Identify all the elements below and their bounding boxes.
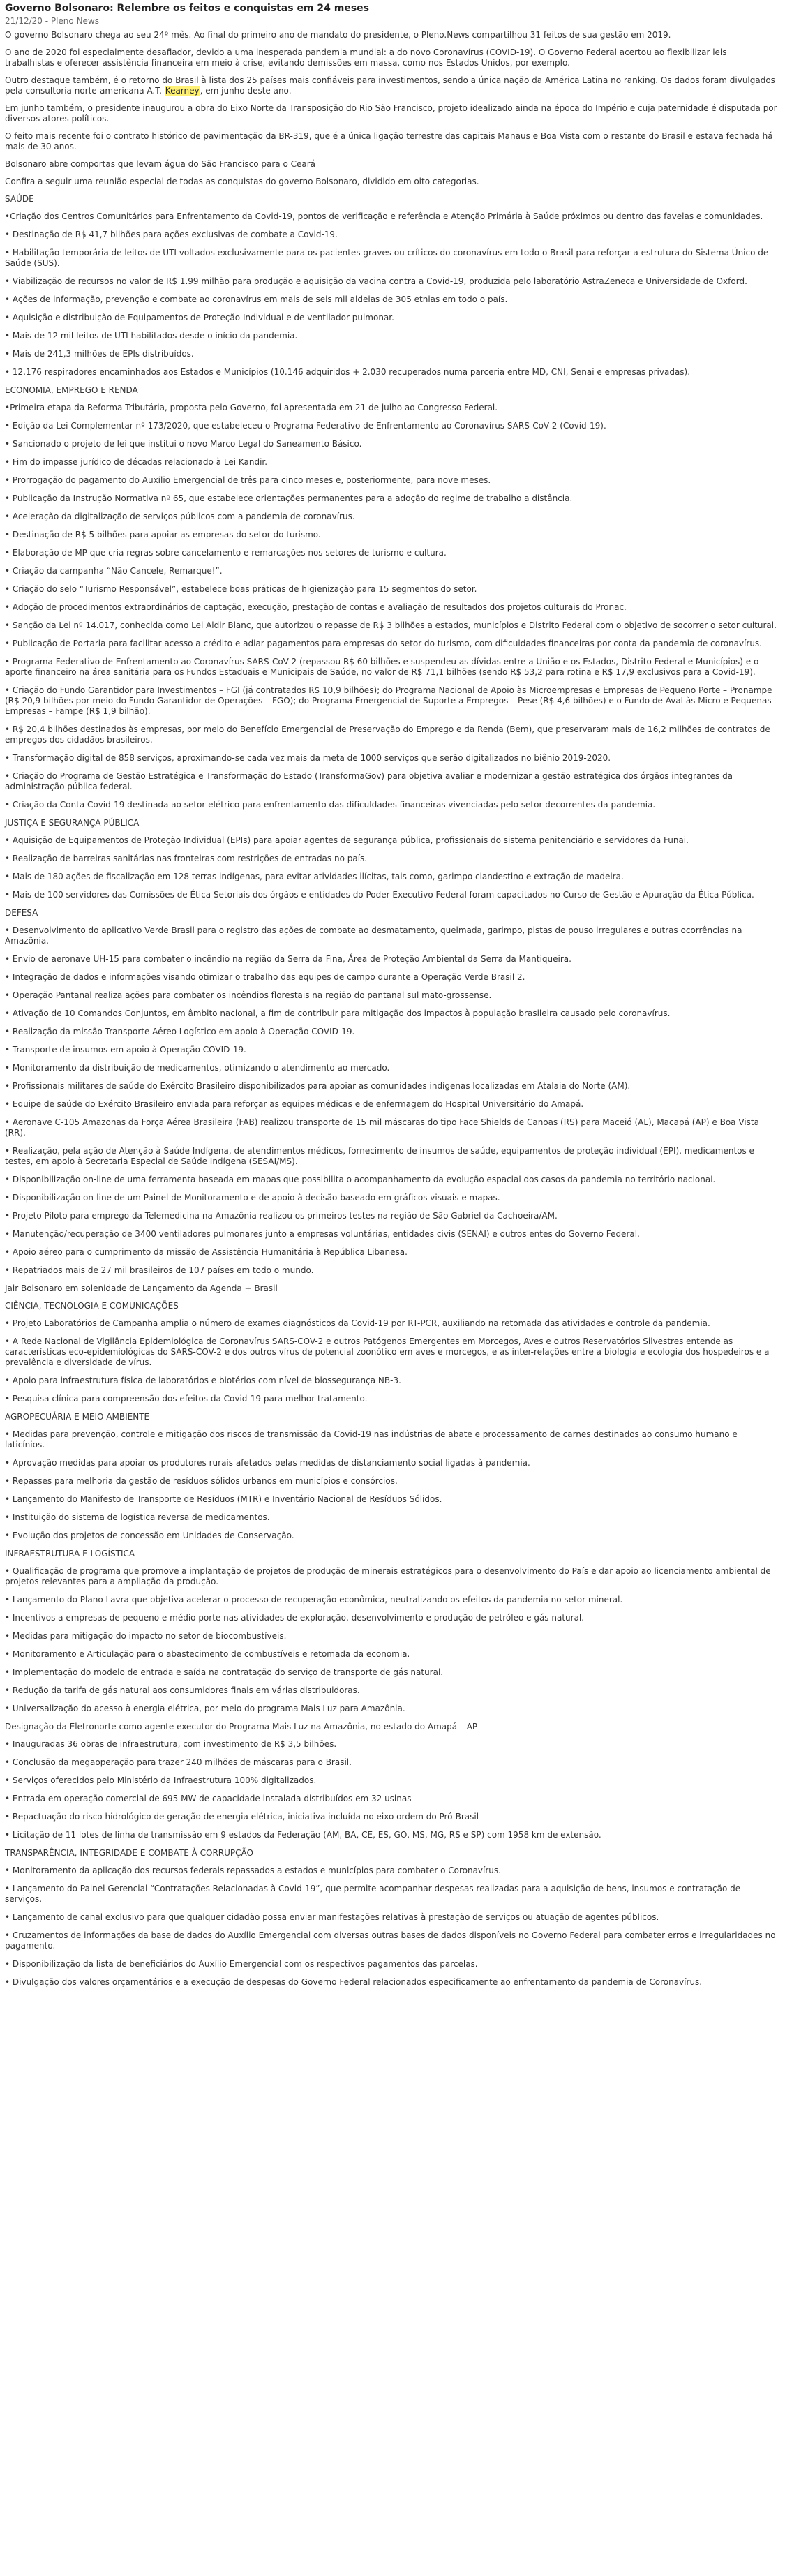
- list-item: •Primeira etapa da Reforma Tributária, proposta pelo Governo, foi apresentada em 21 de julho ao Congresso Federal.: [5, 403, 498, 412]
- list-item: • Qualificação de programa que promove a implantação de projetos de produção de minerais estratégicos para o desenvolvimento do País e dar apoio ao licenciamento ambiental de projetos relevantes para a ampliação da produção.: [5, 1566, 771, 1586]
- list-item: • Implementação do modelo de entrada e saída na contratação do serviço de transporte de gás natural.: [5, 1667, 444, 1677]
- article-title: Governo Bolsonaro: Relembre os feitos e conquistas em 24 meses: [5, 3, 369, 14]
- list-item: • Projeto Piloto para emprego da Telemedicina na Amazônia realizou os primeiros testes na região de São Gabriel da Cachoeira/AM.: [5, 1211, 558, 1221]
- list-item: • Ativação de 10 Comandos Conjuntos, em âmbito nacional, a fim de contribuir para mitigação dos impactos à população brasileira causado pelo coronavírus.: [5, 1008, 671, 1018]
- list-item: • Inauguradas 36 obras de infraestrutura, com investimento de R$ 3,5 bilhões.: [5, 1739, 337, 1749]
- intro-paragraph: O feito mais recente foi o contrato histórico de pavimentação da BR-319, que é a única ligação terrestre das capitais Manaus e Boa Vista com o restante do Brasil e estava fechada há mais de 30 anos.: [5, 131, 773, 151]
- list-item: • Incentivos a empresas de pequeno e médio porte nas atividades de exploração, desenvolvimento e produção de petróleo e gás natural.: [5, 1613, 585, 1623]
- list-item: • Lançamento do Manifesto de Transporte de Resíduos (MTR) e Inventário Nacional de Resíduos Sólidos.: [5, 1494, 442, 1504]
- list-item: • Repactuação do risco hidrológico de geração de energia elétrica, iniciativa incluída no eixo ordem do Pró-Brasil: [5, 1812, 479, 1822]
- list-item: • Lançamento do Painel Gerencial “Contratações Relacionadas à Covid-19”, que permite acompanhar despesas realizadas para a aquisição de bens, insumos e contratação de serviços.: [5, 1884, 741, 1904]
- list-item: • R$ 20,4 bilhões destinados às empresas, por meio do Benefício Emergencial de Preservação do Emprego e da Renda (Bem), que preservaram mais de 16,2 milhões de contratos de empregos dos cidadãos brasileiros.: [5, 724, 770, 745]
- list-item: • Publicação de Portaria para facilitar acesso a crédito e adiar pagamentos para empresas do setor do turismo, com dificuldades financeiras por conta da pandemia de coronavírus.: [5, 639, 762, 648]
- list-item: • Apoio aéreo para o cumprimento da missão de Assistência Humanitária à República Libanesa.: [5, 1247, 408, 1257]
- list-item: • Manutenção/recuperação de 3400 ventiladores pulmonares junto a empresas voluntárias, entidades civis (SENAI) e outros entes do Governo Federal.: [5, 1229, 640, 1239]
- list-item: • Habilitação temporária de leitos de UTI voltados exclusivamente para os pacientes graves ou críticos do coronavírus em todo o Brasil para reforçar a estrutura do Sistema Único de Saúde (SUS).: [5, 248, 769, 268]
- section-heading: AGROPECUÁRIA E MEIO AMBIENTE: [5, 1412, 150, 1422]
- list-item: • Aprovação medidas para apoiar os produtores rurais afetados pelas medidas de distanciamento social ligadas à pandemia.: [5, 1458, 530, 1468]
- list-item: • Realização de barreiras sanitárias nas fronteiras com restrições de entradas no país.: [5, 854, 368, 863]
- list-item: • Operação Pantanal realiza ações para combater os incêndios florestais na região do pantanal sul mato-grossense.: [5, 990, 492, 1000]
- section-heading: INFRAESTRUTURA E LOGÍSTICA: [5, 1549, 135, 1558]
- list-item: • Lançamento do Plano Lavra que objetiva acelerar o processo de recuperação econômica, neutralizando os efeitos da pandemia no setor mineral.: [5, 1595, 623, 1605]
- list-item: • Aceleração da digitalização de serviços públicos com a pandemia de coronavírus.: [5, 512, 355, 521]
- list-item: • Instituição do sistema de logística reversa de medicamentos.: [5, 1512, 270, 1522]
- list-item: • Medidas para prevenção, controle e mitigação dos riscos de transmissão da Covid-19 nas indústrias de abate e processamento de carnes destinados ao consumo humano e laticínios.: [5, 1429, 738, 1450]
- list-item: • Transformação digital de 858 serviços, aproximando-se cada vez mais da meta de 1000 serviços que serão digitalizados no biênio 2019-2020.: [5, 753, 611, 763]
- article-body: [5, 194, 778, 1988]
- section-heading: ECONOMIA, EMPREGO E RENDA: [5, 385, 138, 395]
- list-item: • Aquisição de Equipamentos de Proteção Individual (EPIs) para apoiar agentes de segurança pública, profissionais do sistema penitenciário e servidores da Funai.: [5, 835, 689, 845]
- intro-paragraph: O governo Bolsonaro chega ao seu 24º mês. Ao final do primeiro ano de mandato do presidente, o Pleno.News compartilhou 31 feitos de sua gestão em 2019.: [5, 30, 671, 40]
- list-item: • Realização, pela ação de Atenção à Saúde Indígena, de atendimentos médicos, fornecimento de insumos de saúde, equipamentos de proteção individual (EPI), medicamentos e testes, em apoio à Secretaria Especial de Saúde Indígena (SESAI/MS).: [5, 1146, 754, 1166]
- list-item: • Redução da tarifa de gás natural aos consumidores finais em várias distribuidoras.: [5, 1685, 360, 1695]
- list-item: • Criação da campanha “Não Cancele, Remarque!”.: [5, 566, 223, 576]
- list-item: • Criação da Conta Covid-19 destinada ao setor elétrico para enfrentamento das dificuldades financeiras vivenciadas pelo setor decorrentes da pandemia.: [5, 800, 656, 810]
- list-item: • Disponibilização da lista de beneficiários do Auxílio Emergencial com os respectivos pagamentos das parcelas.: [5, 1959, 478, 1969]
- list-item: • Mais de 180 ações de fiscalização em 128 terras indígenas, para evitar atividades ilícitas, tais como, garimpo clandestino e extração de madeira.: [5, 872, 624, 881]
- list-item: • 12.176 respiradores encaminhados aos Estados e Municípios (10.146 adquiridos + 2.030 recuperados numa parceria entre MD, CNI, Senai e empresas privadas).: [5, 367, 691, 377]
- article-meta: 21/12/20 - Pleno News: [5, 16, 99, 26]
- list-item: • Integração de dados e informações visando otimizar o trabalho das equipes de campo durante a Operação Verde Brasil 2.: [5, 972, 525, 982]
- intro-paragraph: [5, 75, 778, 96]
- list-item: • Conclusão da megaoperação para trazer 240 milhões de máscaras para o Brasil.: [5, 1757, 352, 1767]
- article-intro: [5, 30, 778, 187]
- list-item: • Envio de aeronave UH-15 para combater o incêndio na região da Serra da Fina, Área de Proteção Ambiental da Serra da Mantiqueira.: [5, 954, 571, 964]
- list-item: • Sanção da Lei nº 14.017, conhecida como Lei Aldir Blanc, que autorizou o repasse de R$ 3 bilhões a estados, municípios e Distrito Federal com o objetivo de socorrer o setor cultural.: [5, 620, 777, 630]
- list-item: • Disponibilização on-line de um Painel de Monitoramento e de apoio à decisão baseado em gráficos visuais e mapas.: [5, 1193, 500, 1203]
- list-item: • Edição da Lei Complementar nº 173/2020, que estabeleceu o Programa Federativo de Enfrentamento ao Coronavírus SARS-CoV-2 (Covid-19).: [5, 421, 606, 431]
- section-heading: Jair Bolsonaro em solenidade de Lançamento da Agenda + Brasil: [5, 1283, 278, 1293]
- section-heading: DEFESA: [5, 908, 38, 918]
- list-item: • Aeronave C-105 Amazonas da Força Aérea Brasileira (FAB) realizou transporte de 15 mil máscaras do tipo Face Shields de Canoas (RS) para Maceió (AL), Macapá (AP) e Boa Vista (RR).: [5, 1117, 759, 1138]
- list-item: • Pesquisa clínica para compreensão dos efeitos da Covid-19 para melhor tratamento.: [5, 1394, 368, 1404]
- list-item: • Monitoramento e Articulação para o abastecimento de combustíveis e retomada da economia.: [5, 1649, 410, 1659]
- list-item: • Evolução dos projetos de concessão em Unidades de Conservação.: [5, 1531, 294, 1540]
- list-item: • Repasses para melhoria da gestão de resíduos sólidos urbanos em municípios e consórcios.: [5, 1476, 398, 1486]
- list-item: • Viabilização de recursos no valor de R$ 1.99 milhão para produção e aquisição da vacina contra a Covid-19, produzida pelo laboratório AstraZeneca e Universidade de Oxford.: [5, 276, 747, 286]
- section-heading: SAÚDE: [5, 194, 34, 204]
- list-item: • Ações de informação, prevenção e combate ao coronavírus em mais de seis mil aldeias de 305 etnias em todo o país.: [5, 295, 508, 304]
- list-item: • Transporte de insumos em apoio à Operação COVID-19.: [5, 1045, 246, 1055]
- list-item: • Desenvolvimento do aplicativo Verde Brasil para o registro das ações de combate ao desmatamento, queimada, garimpo, pistas de pouso irregulares e outras ocorrências na Amazônia.: [5, 925, 742, 946]
- list-item: • Elaboração de MP que cria regras sobre cancelamento e remarcações nos setores de turismo e cultura.: [5, 548, 447, 558]
- list-item: • Realização da missão Transporte Aéreo Logístico em apoio à Operação COVID-19.: [5, 1027, 355, 1036]
- list-item: • Criação do selo “Turismo Responsável”, estabelece boas práticas de higienização para 15 segmentos do setor.: [5, 584, 477, 594]
- list-item: • Destinação de R$ 41,7 bilhões para ações exclusivas de combate a Covid-19.: [5, 230, 338, 239]
- list-item: • Lançamento de canal exclusivo para que qualquer cidadão possa enviar manifestações relativas à prestação de serviços ou atuação de agentes públicos.: [5, 1912, 659, 1922]
- list-item: • Entrada em operação comercial de 695 MW de capacidade instalada distribuídos em 32 usinas: [5, 1794, 412, 1803]
- list-item: • Adoção de procedimentos extraordinários de captação, execução, prestação de contas e avaliação de resultados dos projetos culturais do Pronac.: [5, 602, 627, 612]
- list-item: • Destinação de R$ 5 bilhões para apoiar as empresas do setor do turismo.: [5, 530, 321, 539]
- list-item: • Aquisição e distribuição de Equipamentos de Proteção Individual e de ventilador pulmonar.: [5, 313, 394, 322]
- list-item: • Monitoramento da aplicação dos recursos federais repassados a estados e municípios para combater o Coronavírus.: [5, 1866, 501, 1875]
- list-item: •Criação dos Centros Comunitários para Enfrentamento da Covid-19, pontos de verificação e referência e Atenção Primária à Saúde próximos ou dentro das favelas e comunidades.: [5, 211, 763, 221]
- list-item: • Divulgação dos valores orçamentários e a execução de despesas do Governo Federal relacionados especificamente ao enfrentamento da pandemia de Coronavírus.: [5, 1977, 703, 1987]
- list-item: • Criação do Programa de Gestão Estratégica e Transformação do Estado (TransformaGov) para objetiva avaliar e modernizar a gestão estratégica dos órgãos integrantes da administração pública federal.: [5, 771, 733, 791]
- list-item: • Mais de 12 mil leitos de UTI habilitados desde o início da pandemia.: [5, 331, 298, 341]
- list-item: • Sancionado o projeto de lei que institui o novo Marco Legal do Saneamento Básico.: [5, 439, 362, 449]
- section-heading: TRANSPARÊNCIA, INTEGRIDADE E COMBATE À CORRUPÇÃO: [5, 1848, 253, 1858]
- list-item: • Mais de 241,3 milhões de EPIs distribuídos.: [5, 349, 194, 359]
- list-item: • Profissionais militares de saúde do Exército Brasileiro disponibilizados para apoiar as comunidades indígenas localizadas em Atalaia do Norte (AM).: [5, 1081, 631, 1091]
- section-heading: CIÊNCIA, TECNOLOGIA E COMUNICAÇÕES: [5, 1301, 179, 1311]
- intro-paragraph: Confira a seguir uma reunião especial de todas as conquistas do governo Bolsonaro, dividido em oito categorias.: [5, 177, 479, 186]
- section-heading: Designação da Eletronorte como agente executor do Programa Mais Luz na Amazônia, no estado do Amapá – AP: [5, 1722, 478, 1732]
- list-item: • Serviços oferecidos pelo Ministério da Infraestrutura 100% digitalizados.: [5, 1775, 317, 1785]
- list-item: • Mais de 100 servidores das Comissões de Ética Setoriais dos órgãos e entidades do Poder Executivo Federal foram capacitados no Curso de Gestão e Apuração da Ética Pública.: [5, 890, 754, 900]
- list-item: • Repatriados mais de 27 mil brasileiros de 107 países em todo o mundo.: [5, 1265, 314, 1275]
- list-item: • Licitação de 11 lotes de linha de transmissão em 9 estados da Federação (AM, BA, CE, ES, GO, MS, MG, RS e SP) com 1958 km de extensão.: [5, 1830, 601, 1840]
- highlighted-text: Kearney: [165, 86, 200, 96]
- paragraph-text: Outro destaque também, é o retorno do Brasil à lista dos 25 países mais confiáveis para investimentos, sendo a única nação da América Latina no ranking. Os dados foram divulgados pela consultoria norte-americana A.T.: [5, 75, 775, 96]
- list-item: • Projeto Laboratórios de Campanha amplia o número de exames diagnósticos da Covid-19 por RT-PCR, auxiliando na retomada das atividades e controle da pandemia.: [5, 1318, 710, 1328]
- section-heading: JUSTIÇA E SEGURANÇA PÚBLICA: [5, 818, 140, 828]
- intro-paragraph: Bolsonaro abre comportas que levam água do São Francisco para o Ceará: [5, 159, 316, 169]
- list-item: • A Rede Nacional de Vigilância Epidemiológica de Coronavírus SARS-COV-2 e outros Patógenos Emergentes em Morcegos, Aves e outros Reservatórios Silvestres entende as características eco-epidemiológicas do SARS-COV-2 e dos outros vírus de potencial zoonótico em aves e morcegos, e as inter-relações entre a biologia e ecologia dos hospedeiros e a prevalência e diversidade de vírus.: [5, 1337, 770, 1367]
- list-item: • Fim do impasse jurídico de décadas relacionado à Lei Kandir.: [5, 457, 268, 467]
- intro-paragraph: Em junho também, o presidente inaugurou a obra do Eixo Norte da Transposição do Rio São Francisco, projeto idealizado ainda na época do Império e cuja paternidade é disputada por diversos atores políticos.: [5, 103, 777, 124]
- list-item: • Prorrogação do pagamento do Auxílio Emergencial de três para cinco meses e, posteriormente, para nove meses.: [5, 475, 491, 485]
- list-item: • Publicação da Instrução Normativa nº 65, que estabelece orientações permanentes para a adoção do regime de trabalho a distância.: [5, 493, 573, 503]
- list-item: • Monitoramento da distribuição de medicamentos, otimizando o atendimento ao mercado.: [5, 1063, 390, 1073]
- paragraph-text: , em junho deste ano.: [200, 86, 292, 96]
- list-item: • Criação do Fundo Garantidor para Investimentos – FGI (já contratados R$ 10,9 bilhões); do Programa Nacional de Apoio às Microempresas e Empresas de Pequeno Porte – Pronampe (R$ 20,9 bilhões por meio do Fundo Garantidor de Operações – FGO); do Programa Emergencial de Suporte a Empregos – Pese (R$ 4,6 bilhões) e o Fundo de Aval às Micro e Pequenas Empresas – Fampe (R$ 1,9 bilhão).: [5, 685, 772, 716]
- intro-paragraph: O ano de 2020 foi especialmente desafiador, devido a uma inesperada pandemia mundial: a do novo Coronavírus (COVID-19). O Governo Federal acertou ao flexibilizar leis trabalhistas e oferecer assistência financeira em meio à crise, evitando demissões em massa, como nos Estados Unidos, por exemplo.: [5, 47, 727, 68]
- list-item: • Apoio para infraestrutura física de laboratórios e biotérios com nível de biossegurança NB-3.: [5, 1376, 401, 1385]
- list-item: • Disponibilização on-line de uma ferramenta baseada em mapas que possibilita o acompanhamento da evolução espacial dos casos da pandemia no território nacional.: [5, 1175, 716, 1184]
- list-item: • Universalização do acesso à energia elétrica, por meio do programa Mais Luz para Amazônia.: [5, 1704, 405, 1713]
- list-item: • Cruzamentos de informações da base de dados do Auxílio Emergencial com diversas outras bases de dados disponíveis no Governo Federal para combater erros e irregularidades no pagamento.: [5, 1930, 776, 1951]
- list-item: • Medidas para mitigação do impacto no setor de biocombustíveis.: [5, 1631, 287, 1641]
- list-item: • Equipe de saúde do Exército Brasileiro enviada para reforçar as equipes médicas e de enfermagem do Hospital Universitário do Amapá.: [5, 1099, 584, 1109]
- list-item: • Programa Federativo de Enfrentamento ao Coronavírus SARS-CoV-2 (repassou R$ 60 bilhões e suspendeu as dívidas entre a União e os Estados, Distrito Federal e Municípios) e o aporte financeiro na área sanitária para os Fundos Estaduais e Municipais de Saúde, no valor de R$ 71,1 bilhões (sendo R$ 53,2 para rotina e R$ 17,9 exclusivos para a Covid-19).: [5, 657, 759, 677]
